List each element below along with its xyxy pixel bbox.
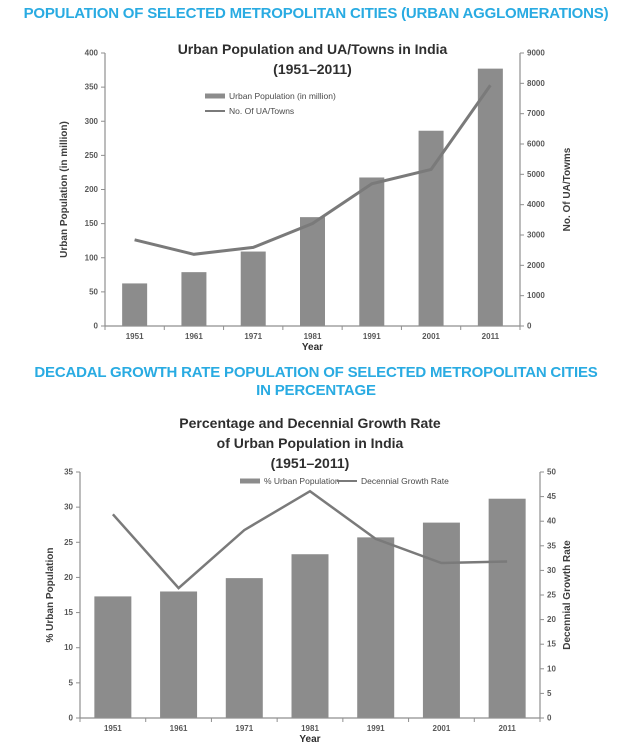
right-tick-label: 4000 — [527, 200, 545, 210]
right-tick-label: 1000 — [527, 291, 545, 301]
x-tick-label: 1981 — [301, 724, 319, 733]
left-tick-label: 25 — [64, 537, 73, 547]
right-tick-label: 3000 — [527, 230, 545, 240]
heading-line-2: IN PERCENTAGE — [256, 382, 376, 399]
left-tick-label: 15 — [64, 608, 73, 618]
right-tick-label: 0 — [527, 321, 532, 331]
x-tick-label: 1961 — [169, 724, 188, 733]
left-tick-label: 400 — [84, 48, 98, 58]
right-tick-label: 40 — [547, 516, 556, 526]
x-tick-label: 1971 — [244, 332, 263, 341]
urban-population-ua-towns-chart — [0, 23, 632, 357]
left-tick-label: 50 — [89, 287, 98, 297]
bar-1961 — [160, 591, 197, 718]
left-tick-label: 250 — [84, 150, 98, 160]
right-tick-label: 0 — [547, 713, 552, 723]
x-tick-label: 1951 — [125, 332, 144, 341]
document-page — [0, 5, 632, 744]
x-axis-title: Year — [301, 342, 324, 353]
right-tick-label: 25 — [547, 590, 556, 600]
right-axis-label: No. Of UA/Towms — [562, 147, 573, 232]
bar-1971 — [226, 578, 263, 718]
legend-label: Urban Population (in million) — [229, 91, 336, 101]
right-tick-label: 8000 — [527, 78, 545, 88]
legend-label: % Urban Population — [264, 476, 340, 486]
left-axis-label: % Urban Population — [45, 547, 56, 643]
chart-title-line: Urban Population and UA/Towns in India — [177, 41, 448, 57]
right-tick-label: 5000 — [527, 169, 545, 179]
left-tick-label: 20 — [64, 572, 73, 582]
left-tick-label: 200 — [84, 185, 98, 194]
left-tick-label: 350 — [84, 82, 98, 92]
chart-title-line: of Urban Population in India — [216, 435, 404, 451]
chart-title-line: (1951–2011) — [270, 455, 350, 471]
section-heading-decadal-growth — [0, 364, 632, 400]
left-tick-label: 0 — [68, 713, 73, 723]
bar-2011 — [478, 69, 503, 326]
chart-title-line: Percentage and Decennial Growth Rate — [179, 415, 441, 431]
bar-1991 — [357, 537, 394, 718]
right-tick-label: 45 — [547, 492, 556, 502]
bar-1971 — [241, 252, 266, 326]
chart-title-line: (1951–2011) — [273, 61, 352, 77]
left-tick-label: 100 — [84, 253, 98, 263]
left-tick-label: 300 — [84, 116, 98, 126]
right-tick-label: 7000 — [527, 109, 545, 119]
x-tick-label: 2001 — [432, 724, 451, 733]
x-tick-label: 2011 — [498, 724, 516, 733]
section-heading-population: POPULATION OF SELECTED METROPOLITAN CITIES (URBAN AGGLOMERATIONS) — [23, 5, 609, 22]
left-tick-label: 0 — [93, 321, 98, 331]
legend-label: No. Of UA/Towns — [229, 106, 295, 116]
x-tick-label: 1991 — [366, 724, 385, 733]
bar-2001 — [419, 131, 444, 326]
right-axis-label: Decennial Growth Rate — [562, 540, 573, 650]
x-tick-label: 2001 — [422, 332, 440, 341]
growth-rate-chart — [0, 400, 632, 744]
x-tick-label: 2011 — [481, 332, 500, 341]
x-axis-title: Year — [299, 734, 321, 744]
right-tick-label: 6000 — [527, 139, 545, 149]
bar-1951 — [122, 283, 147, 326]
right-tick-label: 2000 — [527, 260, 545, 270]
bar-1961 — [181, 272, 206, 326]
right-tick-label: 5 — [547, 688, 552, 698]
heading-line-1: DECADAL GROWTH RATE POPULATION OF SELECTED METROPOLITAN CITIES — [34, 364, 598, 381]
right-tick-label: 15 — [547, 639, 556, 649]
right-tick-label: 30 — [547, 565, 556, 575]
bar-1981 — [300, 217, 325, 326]
x-tick-label: 1971 — [235, 724, 254, 733]
bar-1951 — [94, 596, 131, 718]
x-tick-label: 1951 — [103, 724, 122, 733]
legend-label: Decennial Growth Rate — [361, 476, 449, 486]
left-tick-label: 35 — [64, 467, 73, 477]
left-tick-label: 5 — [68, 678, 73, 688]
x-tick-label: 1981 — [303, 332, 322, 341]
bar-2011 — [489, 499, 526, 718]
right-tick-label: 10 — [547, 664, 556, 674]
bar-1991 — [359, 177, 384, 326]
left-tick-label: 30 — [64, 502, 73, 512]
left-tick-label: 10 — [64, 643, 73, 653]
right-tick-label: 20 — [547, 615, 556, 625]
x-tick-label: 1991 — [362, 332, 381, 341]
right-tick-label: 50 — [547, 467, 556, 477]
right-tick-label: 35 — [547, 541, 556, 551]
x-tick-label: 1961 — [185, 332, 203, 341]
right-tick-label: 9000 — [527, 48, 545, 58]
bar-1981 — [292, 554, 329, 718]
left-axis-label: Urban Population (in million) — [59, 121, 70, 258]
bar-2001 — [423, 523, 460, 718]
left-tick-label: 150 — [84, 219, 98, 229]
